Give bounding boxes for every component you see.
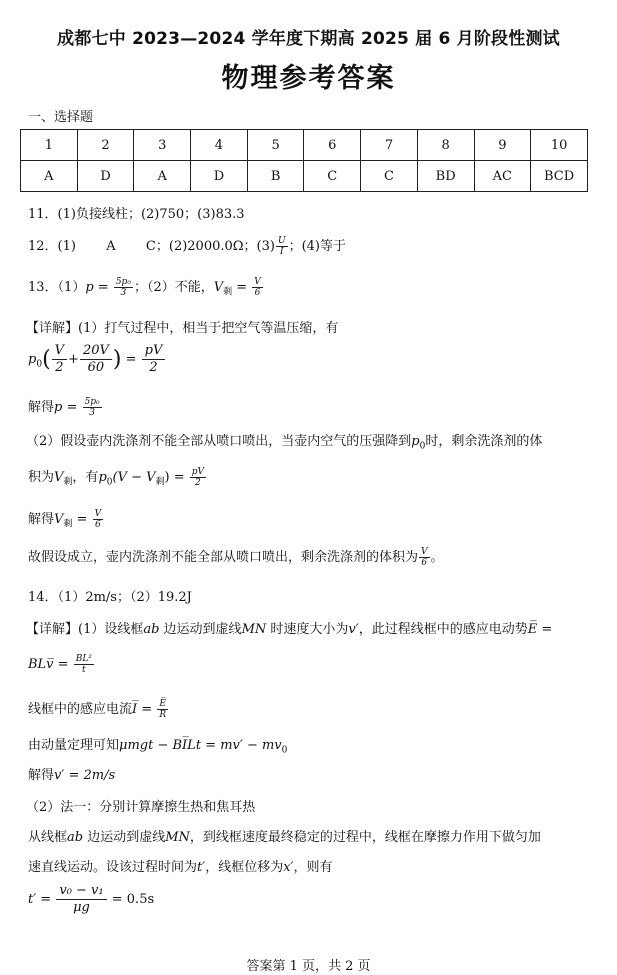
q14-detail-6: 速直线运动。设该过程时间为t′，线框位移为x′，则有 [28, 860, 333, 875]
q12-choice-a: A [106, 239, 116, 254]
question-number-cell: 9 [474, 130, 531, 161]
question-number-cell: 1 [21, 130, 78, 161]
exam-header: 成都七中 2023—2024 学年度下期高 2025 届 6 月阶段性测试 [57, 29, 560, 49]
question-number-cell: 2 [77, 130, 134, 161]
q14-detail-2: 线框中的感应电流I̅ = $\frac{E̅}{R}$ [28, 699, 167, 720]
q12-suffix: ；(4)等于 [288, 239, 346, 254]
page-title: 物理参考答案 [221, 63, 396, 94]
q14-answer: 14．（1）2m/s；（2）19.2J [28, 590, 192, 605]
q13-detail-1: 【详解】(1）打气过程中，相当于把空气等温压缩，有 [26, 321, 339, 336]
q14-detail-5: 从线框ab 边运动到虚线MN，到线框速度最终稳定的过程中，线框在摩擦力作用下做匀加 [28, 830, 541, 845]
q14-detail-4: （2）法一：分别计算摩擦生热和焦耳热 [26, 800, 256, 815]
question-number-cell: 8 [417, 130, 474, 161]
section-choice-label: 一、选择题 [28, 110, 94, 125]
q14-solution-1: 解得v′ = 2m/s [28, 768, 116, 783]
answer-cell: BCD [531, 161, 588, 192]
q14-detail-1a: 【详解】(1）设线框ab 边运动到虚线MN 时速度大小为v′，此过程线框中的感应电动势E̅ = [26, 622, 553, 637]
q14-equation-7: t′ = $\frac{\text{v₀ − v₁}}{\mu g}$ = 0.5s [28, 883, 155, 915]
answer-cell: D [191, 161, 248, 192]
q12-fraction: $\frac{U}{I}$ [277, 236, 286, 257]
page-footer: 答案第 1 页，共 2 页 [246, 959, 371, 974]
answer-cell: A [134, 161, 191, 192]
answer-cell: AC [474, 161, 531, 192]
q12-part: C；(2)2000.0Ω；(3) [145, 239, 275, 254]
q13-fraction-v: $\frac{V}{6}$ [254, 277, 261, 298]
choice-answer-table [20, 129, 588, 192]
q13-solution-2: 解得$V_剩$ = $\frac{V}{6}$ [28, 509, 102, 530]
question-number-cell: 7 [361, 130, 418, 161]
q13-conclusion: 故假设成立，壶内洗涤剂不能全部从喷口喷出，剩余洗涤剂的体积为 $\frac{V}{6}$ 。 [28, 547, 444, 568]
q14-detail-3: 由动量定理可知μmgt − BI̅Lt = $mv' - mv_0$ [28, 738, 288, 756]
q13-equation-1: $p_0$( $\frac{V}{2}$ + $\frac{20V}{60}$ ) = $\frac{pV}{2}$ [28, 343, 166, 376]
q13-answer: 13．（1）p = $\frac{\text{5p₀}}{3}$ ；（2）不能，$V_剩$ = $\frac{V}{6}$ [28, 277, 261, 298]
question-number-cell: 3 [134, 130, 191, 161]
q13-fraction-p: $\frac{\text{5p₀}}{3}$ [115, 277, 131, 298]
answer-cell: BD [417, 161, 474, 192]
question-number-cell: 10 [531, 130, 588, 161]
answer-cell: B [247, 161, 304, 192]
question-number-row [21, 130, 588, 161]
q14-detail-1b: BLv̅ = $\frac{\text{BL²}}{t}$ [28, 654, 92, 675]
q13-solution-1: 解得p = $\frac{\text{5p₀}}{3}$ [28, 397, 100, 418]
question-number-cell: 6 [304, 130, 361, 161]
q11-answer: 11．(1)负接线柱；(2)750；(3)83.3 [28, 207, 245, 222]
q12-answer [28, 235, 346, 257]
q13-detail-2b: 积为$V_剩$，有$p_0(V - V_剩)$ = $\frac{pV}{2}$ [28, 467, 205, 488]
answer-cell: D [77, 161, 134, 192]
answer-cell: C [361, 161, 418, 192]
answer-cell: A [21, 161, 78, 192]
q13-detail-2a: （2）假设壶内洗涤剂不能全部从喷口喷出，当壶内空气的压强降到$p_0$时，剩余洗涤剂的体 [26, 434, 543, 452]
question-number-cell: 5 [247, 130, 304, 161]
question-number-cell: 4 [191, 130, 248, 161]
q12-prefix: 12．(1) [28, 239, 76, 254]
answer-row [21, 161, 588, 192]
answer-cell: C [304, 161, 361, 192]
